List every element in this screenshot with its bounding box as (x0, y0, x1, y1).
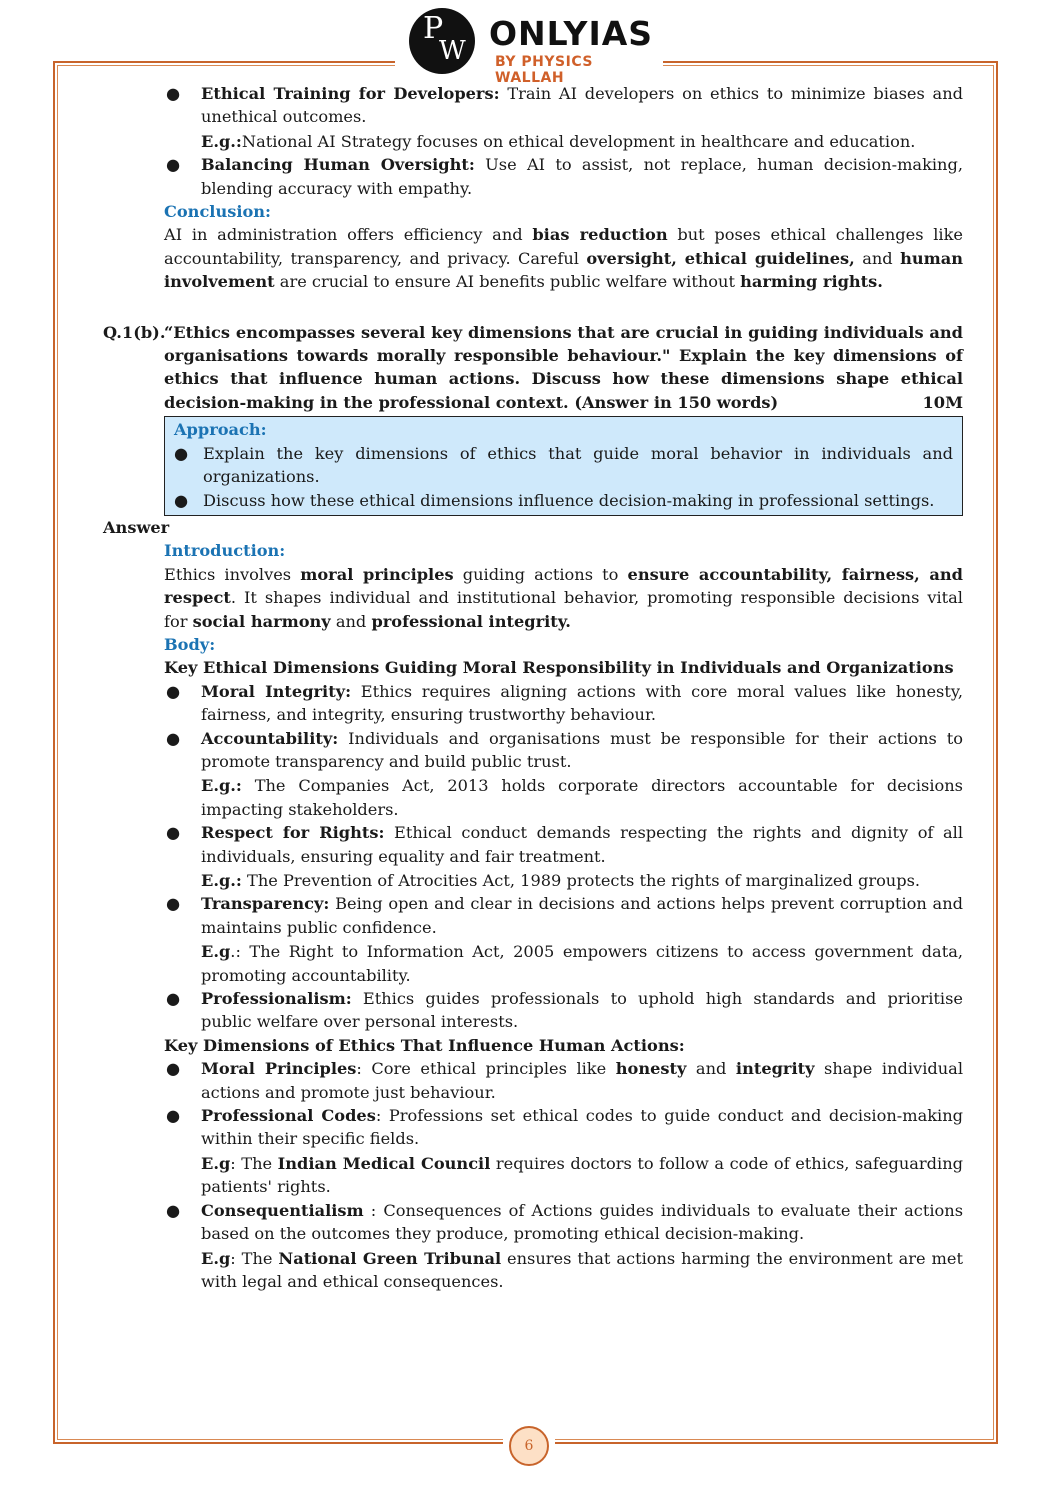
bullet-text: Being open and clear in decisions and actions helps prevent corruption and maintains public confidence. (201, 894, 963, 937)
bold-run: integrity (735, 1059, 815, 1079)
text-run: : Core ethical principles like (356, 1059, 616, 1079)
list-item (174, 442, 953, 489)
bullet-title: Moral Principles (201, 1059, 357, 1079)
human-actions-list (103, 1057, 963, 1293)
bullet-icon: ● (166, 155, 181, 175)
bullet-icon: ● (174, 443, 189, 463)
bold-run: Indian Medical Council (277, 1153, 491, 1173)
text-run: . It shapes individual and institutional behavior, promoting responsible decisions vital for (164, 588, 963, 631)
example-text: .: The Right to Information Act, 2005 empowers citizens to access government data, promoting accountability. (201, 942, 963, 985)
bold-run: human involvement (164, 248, 963, 292)
approach-item-text: Explain the key dimensions of ethics that guide moral behavior in individuals and organizations. (203, 443, 953, 487)
bullet-text: Ethics guides professionals to uphold high standards and prioritise public welfare over personal interests. (201, 989, 963, 1032)
example-label: E.g (201, 1248, 231, 1268)
example-text: The Prevention of Atrocities Act, 1989 protects the rights of marginalized groups. (241, 871, 921, 890)
text-run: guiding actions to (453, 564, 628, 584)
bold-run: bias reduction (532, 225, 668, 245)
bold-run: social harmony (192, 611, 331, 631)
question-marks: 10M (922, 392, 963, 412)
page-number: 6 (509, 1426, 549, 1466)
question-body: “Ethics encompasses several key dimensions that are crucial in guiding individuals and organisations towards morally responsible behaviour." Explain the key dimensions of ethics that influence human actions. Discuss how these dimensions shape ethical decision-making in the professional context. (Answer in 150 words) (164, 322, 963, 412)
bullet-icon: ● (166, 728, 181, 748)
list-item (103, 153, 963, 200)
bullet-icon: ● (166, 1059, 181, 1079)
bold-run: oversight, ethical guidelines, (586, 248, 855, 268)
body-subheading-1: Key Ethical Dimensions Guiding Moral Responsibility in Individuals and Organizations (164, 658, 954, 678)
brand-subtitle: BY PHYSICS WALLAH (495, 54, 593, 86)
pw-logo-w: W (439, 36, 466, 66)
question-text (164, 321, 963, 415)
list-item (174, 489, 953, 512)
bullet-text: Ethics requires aligning actions with core moral values like honesty, fairness, and integrity, ensuring trustworthy behaviour. (201, 681, 963, 725)
bullet-title: Professional Codes (201, 1106, 376, 1126)
list-item (103, 1199, 963, 1294)
example-line (201, 1247, 963, 1294)
example-label: E.g.: (201, 776, 242, 796)
question-number: Q.1(b). (103, 322, 166, 342)
bold-run: National Green Tribunal (278, 1248, 502, 1268)
list-item (103, 987, 963, 1034)
answer-label: Answer (103, 517, 170, 537)
text-run: AI in administration offers efficiency and (164, 225, 533, 245)
conclusion-section (164, 200, 963, 294)
header-logo (395, 0, 663, 86)
body-subheading-2: Key Dimensions of Ethics That Influence Human Actions: (164, 1035, 685, 1055)
example-text: National AI Strategy focuses on ethical development in healthcare and education. (241, 131, 916, 151)
example-line (201, 1152, 963, 1199)
text-run: and (330, 611, 372, 631)
list-item (103, 727, 963, 822)
bullet-icon: ● (166, 1200, 181, 1220)
pw-logo-p: P (423, 11, 444, 46)
text-run: are crucial to ensure AI benefits public welfare without (274, 272, 741, 292)
text-run: : The (230, 1153, 278, 1173)
bullet-icon: ● (166, 894, 181, 914)
list-item (103, 1104, 963, 1199)
bullet-title: Respect for Rights: (201, 823, 385, 843)
approach-heading: Approach: (174, 420, 267, 440)
text-run: Ethics involves (164, 564, 301, 584)
ethical-dimensions-list (103, 680, 963, 1034)
question-block (103, 321, 963, 415)
text-run: requires doctors to follow a code of ethics, safeguarding patients' rights. (201, 1153, 963, 1197)
body-subheading-2-wrap (164, 1034, 963, 1057)
conclusion-heading: Conclusion: (164, 202, 272, 222)
approach-box (164, 416, 963, 516)
top-bullet-list (103, 82, 963, 200)
bullet-icon: ● (166, 681, 181, 701)
list-item (103, 892, 963, 987)
bullet-title: Ethical Training for Developers: (201, 84, 500, 103)
approach-item-text: Discuss how these ethical dimensions influence decision-making in professional settings. (203, 490, 935, 510)
bullet-title: Transparency: (201, 894, 330, 914)
conclusion-paragraph (164, 223, 963, 293)
example-label: E.g (201, 942, 231, 962)
example-line (201, 869, 963, 892)
bold-run: professional integrity. (371, 611, 571, 631)
text-run: : Professions set ethical codes to guide conduct and decision-making within their specific fields. (201, 1106, 963, 1149)
introduction-paragraph (164, 563, 963, 633)
introduction-heading: Introduction: (164, 541, 286, 561)
bullet-title: Balancing Human Oversight: (201, 155, 475, 175)
approach-list (174, 442, 953, 512)
bullet-title: Consequentialism (201, 1200, 364, 1220)
list-item (103, 821, 963, 892)
introduction-section (164, 539, 963, 679)
bullet-icon: ● (166, 989, 181, 1009)
bullet-icon: ● (166, 823, 181, 843)
body-heading: Body: (164, 634, 216, 654)
example-line (201, 130, 963, 153)
example-label: E.g.: (201, 871, 242, 890)
bold-run: ensure accountability, fairness, and respect (164, 564, 963, 608)
bold-run: honesty (615, 1059, 687, 1079)
example-line (201, 774, 963, 821)
example-text: The Companies Act, 2013 holds corporate directors accountable for decisions impacting stakeholders. (201, 776, 963, 819)
brand-name: ONLYIAS (489, 14, 654, 53)
text-run: shape individual actions and promote just behaviour. (201, 1059, 963, 1102)
bullet-icon: ● (166, 84, 181, 103)
bullet-title: Moral Integrity: (201, 681, 352, 701)
text-run: ensures that actions harming the environment are met with legal and ethical consequences. (201, 1248, 963, 1291)
bold-run: harming rights. (740, 272, 883, 292)
text-run: : Consequences of Actions guides individuals to evaluate their actions based on the outcomes they produce, promoting ethical decision-making. (201, 1200, 963, 1244)
bullet-text: Individuals and organisations must be responsible for their actions to promote transparency and build public trust. (201, 728, 963, 771)
bullet-title: Accountability: (201, 728, 339, 748)
text-run: and (686, 1059, 736, 1079)
list-item (103, 680, 963, 727)
bullet-title: Professionalism: (201, 989, 352, 1009)
list-item (103, 1057, 963, 1104)
list-item (103, 82, 963, 153)
page-content (103, 82, 963, 1293)
example-label: E.g (201, 1153, 231, 1173)
bullet-text: Ethical conduct demands respecting the rights and dignity of all individuals, ensuring equality and fair treatment. (201, 823, 963, 866)
example-line (201, 940, 963, 987)
page-number-wrap (503, 1424, 555, 1464)
text-run: and (854, 248, 901, 268)
bullet-icon: ● (166, 1106, 181, 1126)
pw-logo-icon (409, 8, 475, 74)
bullet-icon: ● (174, 490, 189, 510)
text-run: : The (230, 1248, 279, 1268)
bullet-text: Train AI developers on ethics to minimize biases and unethical outcomes. (201, 84, 963, 127)
text-run: but poses ethical challenges like accountability, transparency, and privacy. Careful (164, 225, 963, 268)
bullet-text: Use AI to assist, not replace, human decision-making, blending accuracy with empathy. (201, 155, 963, 198)
bold-run: moral principles (300, 564, 454, 584)
example-label: E.g.: (201, 131, 242, 151)
